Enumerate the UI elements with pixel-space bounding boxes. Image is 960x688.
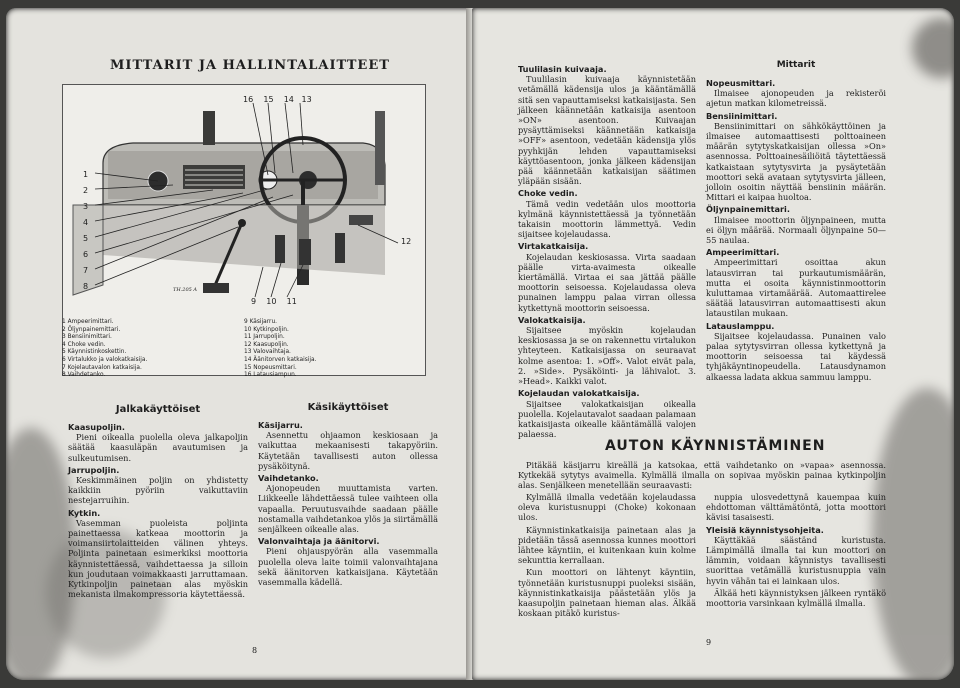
subheading: Kaasupoljin. [68,422,125,432]
legend-item: 6 Virtalukko ja valokatkaisija. [62,354,148,363]
subheading: Ampeerimittari. [706,247,780,258]
paragraph: Käynnistinkatkaisija painetaan alas ja pidetään tässä asennossa kunnes moottori lähtee käyntiin, ei kuitenkaan kuin kolme sekunttia kerrallaan. [518,524,696,566]
subheading: Jarrupoljin. [68,464,120,475]
callout-number: 16 [243,95,254,104]
paragraph: Sijaitsee kojelaudassa. Punainen valo palaa sytytysvirran ollessa kytkettynä ja moottorin seisoessa tai käydessä tyhjäkäyntinopeudella. Latausdynamon alkaessa ladata akkua sammuu lamppu. [706,330,886,382]
subheading: Virtakatkaisija. [518,241,589,252]
controls-column-right-1 [518,62,696,441]
paragraph: Älkää heti käynnistyksen jälkeen ryntäkö moottoria varsinkaan kylmällä ilmalla. [706,587,886,609]
section-title-starting: AUTON KÄYNNISTÄMINEN [605,438,826,454]
callout-number: 13 [301,95,312,104]
callout-number: 9 [251,297,257,306]
legend-item: 2 Öljynpainemittari. [62,324,121,333]
page-number: 8 [252,646,258,655]
paragraph: Vasemman puoleista poljinta painettaessa katkeaa moottorin ja voimansiirtolaitteiden välinen yhteys. Poljinta painetaan esimerkiksi moottoria käynnistettäessä, vaihdettaessa ja silloin kun joudutaan voimakkaasti jarruttamaan. Kytkinpoljin painetaan alas myöskin mekanista ilmakompressoria käytettäessä. [68,517,248,600]
subheading: Yleisiä käynnistysohjeita. [706,524,824,535]
subheading: Vaihdetanko. [258,473,319,484]
callout-number: 8 [83,282,89,291]
legend-item: 12 Kaasupoljin. [244,339,289,348]
legend-item: 16 Latausiampun. [244,370,297,379]
paragraph: Ampeerimittari osoittaa akun latausvirran tai purkautumismäärän, mutta ei osoita käynnistinmoottorin kuluttamaa virtamäärää. Automaattirelee säätää latausvirran automaattisesti akun lataustilan mukaan. [706,257,886,319]
callout-number: 1 [83,170,89,179]
callout-number: 7 [83,266,89,275]
page-number: 9 [706,638,712,647]
paragraph: Pieni oikealla puolella oleva jalkapoljin säätää kaasuläpän avautumisen ja sulkeutumisen. [68,432,248,463]
page-title: MITTARIT JA HALLINTALAITTEET [110,58,390,73]
paragraph: Pieni ohjauspyörän alla vasemmalla puolella oleva laite toimii valonvaihtajana sekä äänitorven katkaisijana. Käytetään vasemmalla kädellä. [258,546,438,588]
legend-item: 1 Ampeerimittari. [62,317,114,325]
starting-intro [518,460,886,493]
paragraph: Kojelaudan keskiosassa. Virta saadaan päälle virta-avaimesta oikealle kiertämällä. Virtaa ei saa jättää päälle moottorin seisoessa. Kojelaudassa oleva punainen lamppu palaa virran ollessa kytkettynä moottorin seisoessa. [518,251,696,313]
subheading: Valokatkaisija. [518,314,586,325]
legend-item: 8 Vaihdetanko. [62,370,106,379]
paragraph: Pitäkää käsijarru kireällä ja katsokaa, että vaihdetanko on »vapaa» asennossa. Kytkekää sytytys avaimella. Kylmällä ilmalla on sopivaa myöskin painaa kytkinpoljin alas. Senjälkeen menetellään seuraavasti: [518,460,886,491]
callout-number: 5 [83,234,89,243]
diagram-caption: TH.205 A [173,287,198,293]
paragraph: Ilmaisee moottorin öljynpaineen, mutta ei öljyn määrää. Normaali öljynpaine 50—55 naulaa. [706,214,886,246]
section-heading-gauges: Mittarit [776,60,816,70]
legend-item: 7 Kojelautavalon katkaisija. [62,362,142,371]
subheading: Valonvaihtaja ja äänitorvi. [258,536,380,547]
page-stain [912,18,954,78]
paragraph: Tuulilasin kuivaaja käynnistetään vetämällä kädensija ulos ja kääntämällä sitä sen vapauttamiseksi katkaisijasta. Sen jälkeen käännetään katkaisija asentoon »ON» asentoon. Kuivaajan pysäyttämiseksi käännetään katkaisija »OFF» asentoon, vedetään kädensija ylös pyyhkijän lehden vapauttamiseksi käyttöasentoon, jonka jälkeen kädensijan pää käännetään katkaisijan säätimen yläpään sisään. [518,74,696,187]
callout-number: 6 [83,250,89,259]
legend-item: 11 Jarrupoljin. [244,332,285,341]
gauges-column [706,76,886,384]
subheading: Nopeusmittari. [706,78,776,88]
callout-number: 14 [283,95,294,104]
paragraph: Kylmällä ilmalla vedetään kojelaudassa oleva kuristusnuppi (Choke) kokonaan ulos. [518,492,696,523]
subheading: Kytkin. [68,507,101,518]
subheading: Latauslamppu. [706,320,775,331]
legend-item: 13 Valovaihtaja. [244,347,291,356]
callout-number: 2 [83,186,89,195]
callout-number: 12 [401,237,412,246]
callout-number: 4 [83,218,89,227]
legend-item: 5 Käynnistinkoskettin. [62,347,127,356]
callout-number: 10 [266,297,277,306]
section-heading-hand: Käsikäyttöiset [307,402,389,413]
legend-item: 4 Choke vedin. [62,339,106,348]
paragraph: Kun moottori on lähtenyt käyntiin, työnnetään kuristusnuppi puoleksi sisään, käynnistinkatkaisija päästetään ylös ja kaasupoljin painetaan hieman alas. Älkää koskaan pitäkö kuristus- [518,567,696,619]
starting-column-2 [706,492,886,610]
diagram-legend-right [244,318,414,379]
paragraph: Sijaitsee myöskin kojelaudan keskiosassa ja se on rakennettu virtalukon yhteyteen. Katkaisijassa on seuraavat kolme asentoa: 1. »Off». Valot eivät pala, 2. »Side». Pysäköinti- ja lähivalot. 3. »Head». Kaikki valot. [518,325,696,387]
paragraph: Asennettu ohjaamon keskiosaan ja vaikuttaa mekaanisesti takapyöriin. Käytetään tavallisesti auton ollessa pysäköitynä. [258,430,438,471]
hand-controls-column [258,418,438,589]
subheading: Kojelaudan valokatkaisija. [518,388,640,399]
dashboard-illustration [63,85,425,315]
paragraph: Tämä vedin vedetään ulos moottoria kylmänä käynnistettäessä ja työnnetään takaisin moottorin lämmettyä. Vedin sijaitsee kojelaudassa. [518,198,696,240]
paragraph: Ajonopeuden muuttamista varten. Liikkeelle lähdettäessä tulee vaihteen olla vapaalla. Peruutusvaihde saadaan päälle nostamalla vaihdetankoa ylös ja siirtämällä senjälkeen oikealle alas. [258,483,438,535]
subheading: Öljynpainemittari. [706,204,790,215]
subheading: Choke vedin. [518,188,578,199]
subheading: Bensiinimittari. [706,110,778,121]
paragraph: nuppia ulosvedettynä kauempaa kuin ehdottoman välttämätöntä, jotta moottori kävisi tasaisesti. [706,492,886,523]
subheading: Tuulilasin kuivaaja. [518,64,607,74]
paragraph: Bensiinimittari on sähkökäyttöinen ja ilmaisee automaattisesti polttoaineen määrän sytytyskatkaisijan ollessa »On» asennossa. Polttoainesäiliöitä täytettäessä katkaistaan sytytysvirta ja pysäytetään moottori sekä avataan sytytysvirta jälleen, jolloin osoitin näyttää bensiinin määrän. Mittari ei kaipaa huoltoa. [706,120,886,203]
starting-column-1 [518,492,696,620]
paragraph: Käyttäkää sääständ kuristusta. Lämpimällä ilmalla tai kun moottori on lämmin, voidaan käynnistys tavallisesti suorittaa vetämällä kuristusnuppia vain hyvin vähän tai ei lainkaan ulos. [706,534,886,586]
callout-number: 3 [83,202,89,211]
legend-item: 3 Bensiinimittari. [62,332,112,341]
pedal-controls-column [68,420,248,601]
diagram-legend-left [62,318,232,379]
legend-item: 15 Nopeusmittari. [244,362,297,371]
section-heading-pedals: Jalkakäyttöiset [115,404,201,415]
subheading: Käsijarru. [258,420,303,430]
legend-item: 10 Kytkinpoljin. [244,324,289,333]
legend-item: 14 Äänitorven katkaisija. [244,354,317,363]
paragraph: Ilmaisee ajonopeuden ja rekisteröi ajetun matkan kilometreissä. [706,88,886,109]
callout-number: 15 [263,95,274,104]
paragraph: Keskimmäinen poljin on yhdistetty kaikkiin pyöriin vaikuttaviin nestejarruihin. [68,475,248,506]
paragraph: Sijaitsee valokatkaisijan oikealla puolella. Kojelautavalot saadaan palamaan katkaisijasta oikealle kääntämällä valojen palaessa. [518,398,696,440]
callout-number: 11 [286,297,297,306]
legend-item: 9 Käsijarru. [244,317,278,325]
